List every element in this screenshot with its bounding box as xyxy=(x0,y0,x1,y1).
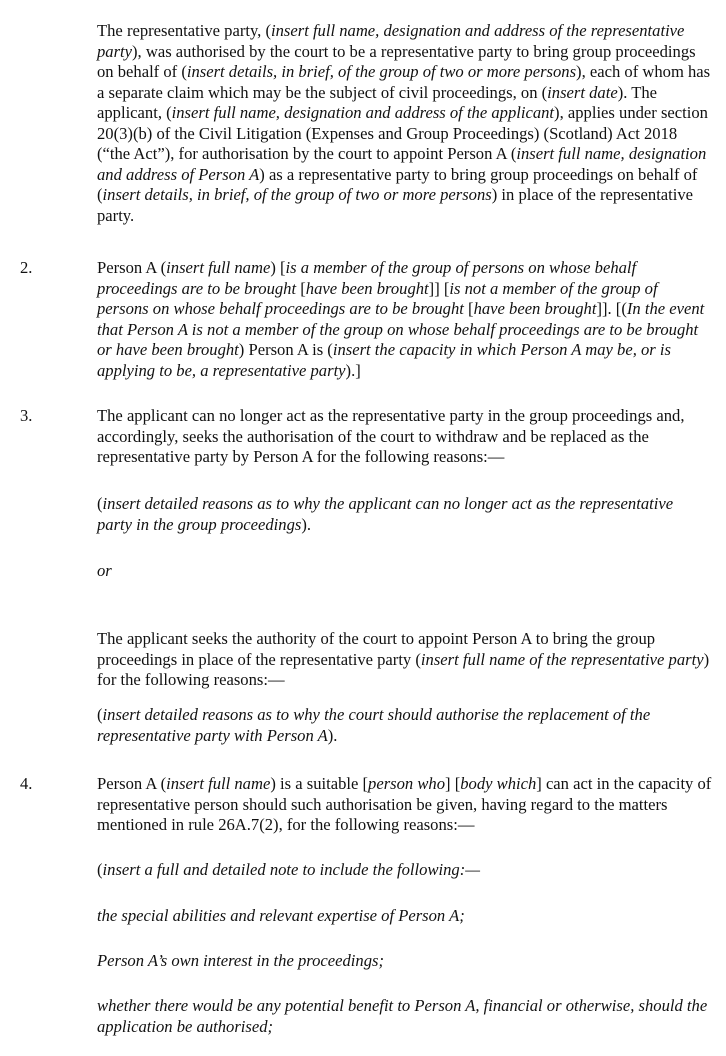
alternative-paragraph: The applicant seeks the authority of the court to appoint Person A to bring the group proceedings in place of the representative party (insert full name of the representative party) for the following reasons:— xyxy=(97,629,710,689)
paragraph-number-4: 4. xyxy=(20,774,33,793)
reasons-placeholder-1: (insert detailed reasons as to why the applicant can no longer act as the representative party in the group proceedings). xyxy=(97,494,674,534)
note-item-abilities: the special abilities and relevant expertise of Person A; xyxy=(97,906,465,925)
note-item-benefit: whether there would be any potential benefit to Person A, financial or otherwise, should the application be authorised; xyxy=(97,996,708,1036)
intro-paragraph: The representative party, (insert full name, designation and address of the representative party), was authorised by the court to be a representative party to bring group proceedings on behalf of (insert details, in brief, of the group of two or more persons), each of whom has a separate claim which may be the subject of civil proceedings, on (insert date). The applicant, (insert full name, designation and address of the applicant), applies under section 20(3)(b) of the Civil Litigation (Expenses and Group Proceedings) (Scotland) Act 2018 (“the Act”), for authorisation by the court to appoint Person A (insert full name, designation and address of Person A) as a representative party to bring group proceedings on behalf of (insert details, in brief, of the group of two or more persons) in place of the representative party. xyxy=(97,21,711,225)
paragraph-2-text: Person A (insert full name) [is a member of the group of persons on whose behalf proceedings are to be brought [have been brought]] [is not a member of the group of persons on whose behalf proceedings are to be brought [have been brought]]. [(In the event that Person A is not a member of the group on whose behalf proceedings are to be brought or have been brought) Person A is (insert the capacity in which Person A may be, or is applying to be, a representative party).] xyxy=(97,258,705,380)
paragraph-number-3: 3. xyxy=(20,406,33,425)
paragraph-number-2: 2. xyxy=(20,258,33,277)
paragraph-3-text: The applicant can no longer act as the representative party in the group proceedings and, accordingly, seeks the authorisation of the court to withdraw and be replaced as the representative party by Person A for the following reasons:— xyxy=(97,406,685,466)
note-item-interest: Person A’s own interest in the proceedings; xyxy=(97,951,384,970)
paragraph-4-text: Person A (insert full name) is a suitable [person who] [body which] can act in the capacity of representative person should such authorisation be given, having regard to the matters mentioned in rule 26A.7(2), for the following reasons:— xyxy=(97,774,712,834)
reasons-placeholder-2: (insert detailed reasons as to why the court should authorise the replacement of the representative party with Person A). xyxy=(97,705,651,745)
note-instruction: (insert a full and detailed note to include the following:— xyxy=(97,860,480,879)
or-separator: or xyxy=(97,561,112,580)
